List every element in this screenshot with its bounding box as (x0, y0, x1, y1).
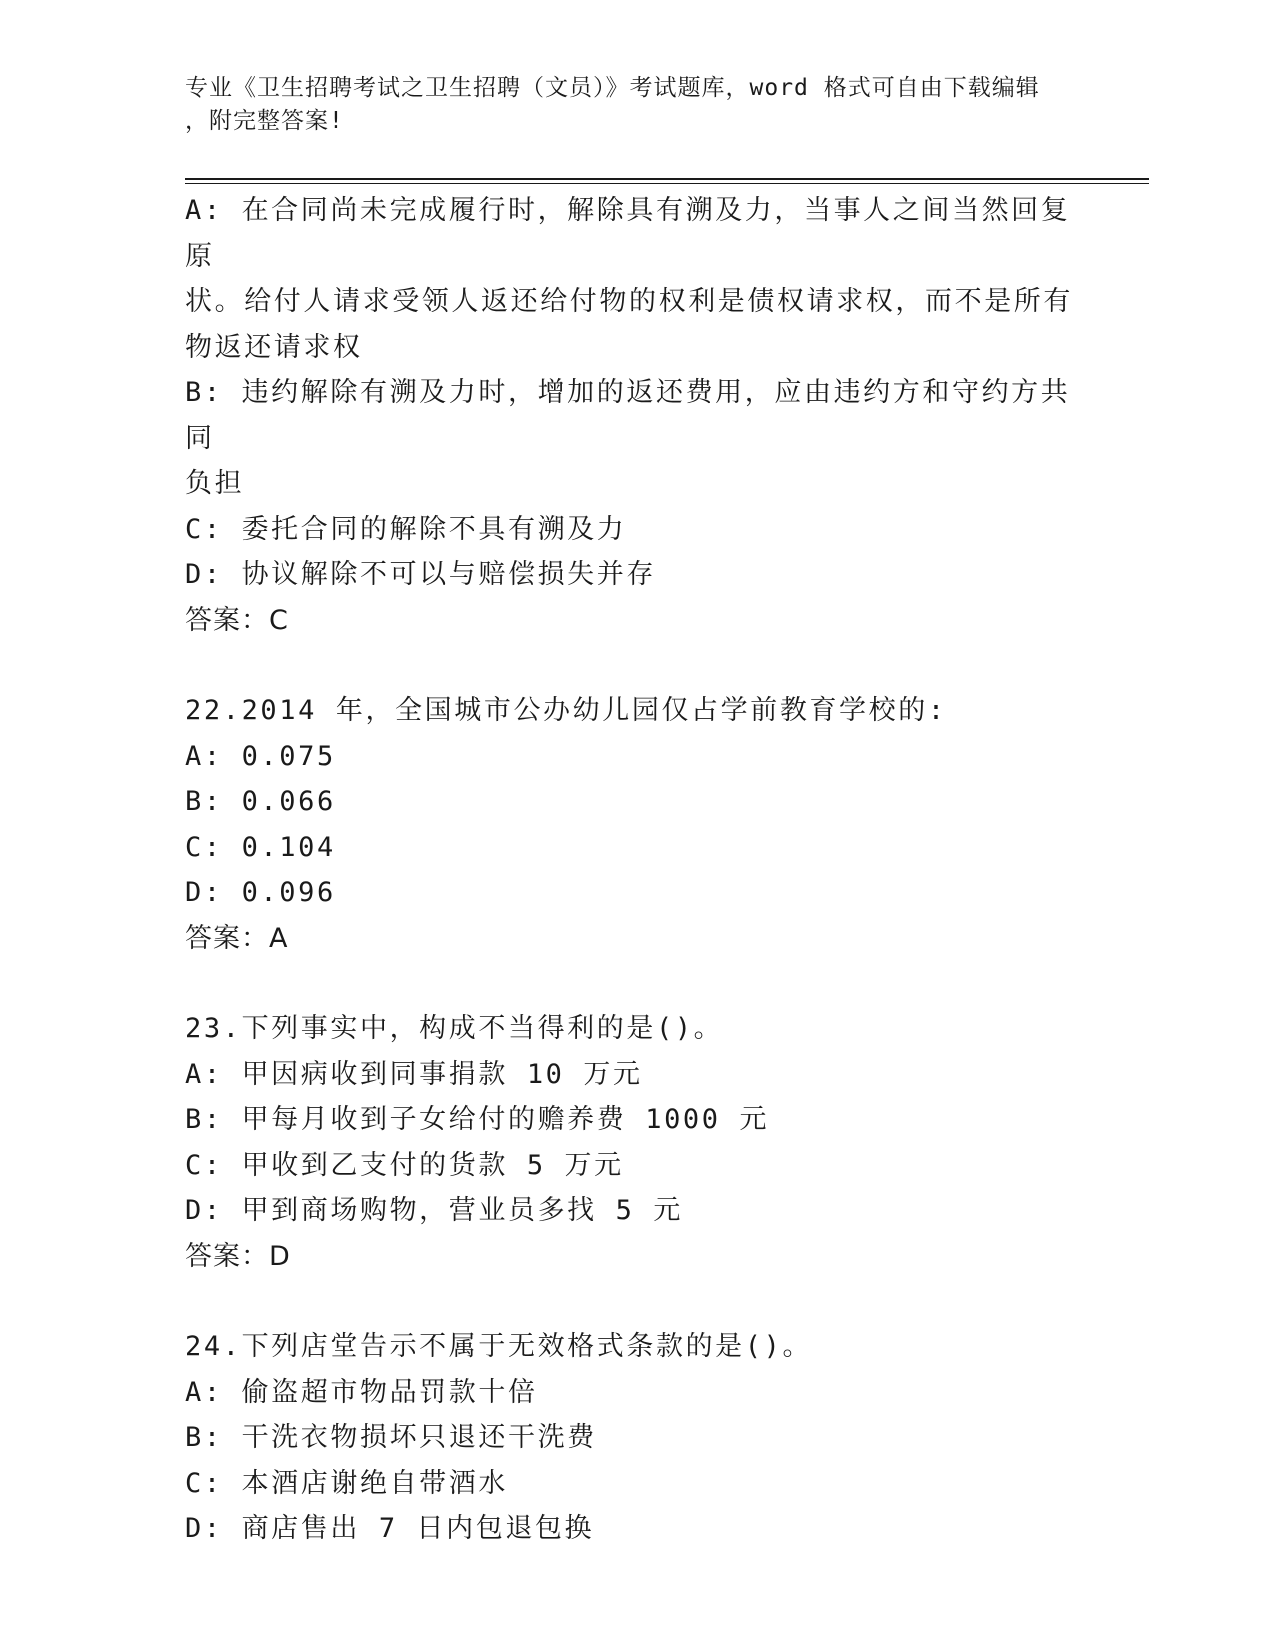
option-b-line-1: B: 违约解除有溯及力时，增加的返还费用，应由违约方和守约方共同 (185, 377, 1071, 454)
header-rule-thin (185, 183, 1149, 184)
option-a: A: 偷盗超市物品罚款十倍 (185, 1376, 538, 1408)
spacer (185, 643, 1085, 688)
option-b-line-2: 负担 (185, 468, 245, 499)
question-text: 22.2014 年，全国城市公办幼儿园仅占学前教育学校的: (185, 695, 947, 726)
question-22-block (185, 688, 1085, 961)
header-line-1: 专业《卫生招聘考试之卫生招聘（文员）》考试题库，word 格式可自由下载编辑 (185, 75, 1040, 101)
question-text: 23.下列事实中，构成不当得利的是()。 (185, 1013, 724, 1044)
option-b: B: 0.066 (185, 786, 336, 817)
option-a: A: 0.075 (185, 740, 336, 772)
option-d: D: 商店售出 7 日内包退包换 (185, 1513, 595, 1544)
option-d: D: 0.096 (185, 877, 336, 908)
option-b: B: 甲每月收到子女给付的赡养费 1000 元 (185, 1104, 770, 1135)
option-c: C: 甲收到乙支付的货款 5 万元 (185, 1149, 624, 1181)
question-content (185, 188, 1085, 1552)
option-a-line-3: 物返还请求权 (185, 331, 363, 363)
option-a-line-1: A: 在合同尚未完成履行时，解除具有溯及力，当事人之间当然回复原 (185, 195, 1071, 272)
header-line-2: ，附完整答案! (185, 108, 344, 134)
question-21-block (185, 188, 1085, 643)
option-d: D: 甲到商场购物，营业员多找 5 元 (185, 1195, 683, 1226)
option-b: B: 干洗衣物损坏只退还干洗费 (185, 1422, 597, 1453)
option-c: C: 委托合同的解除不具有溯及力 (185, 513, 627, 545)
option-a: A: 甲因病收到同事捐款 10 万元 (185, 1058, 643, 1090)
answer: 答案：D (185, 1240, 291, 1272)
option-a-line-2: 状。给付人请求受领人返还给付物的权利是债权请求权，而不是所有 (185, 286, 1073, 317)
option-c: C: 本酒店谢绝自带酒水 (185, 1467, 508, 1499)
option-c: C: 0.104 (185, 831, 336, 863)
answer: 答案：C (185, 604, 289, 636)
question-text: 24.下列店堂告示不属于无效格式条款的是()。 (185, 1331, 813, 1362)
answer: 答案：A (185, 922, 289, 954)
spacer (185, 1279, 1085, 1324)
question-23-block (185, 1006, 1085, 1279)
header-rule-thick (185, 178, 1149, 180)
document-header (185, 72, 1085, 138)
option-d: D: 协议解除不可以与赔偿损失并存 (185, 559, 656, 590)
spacer (185, 961, 1085, 1006)
question-24-block (185, 1324, 1085, 1552)
